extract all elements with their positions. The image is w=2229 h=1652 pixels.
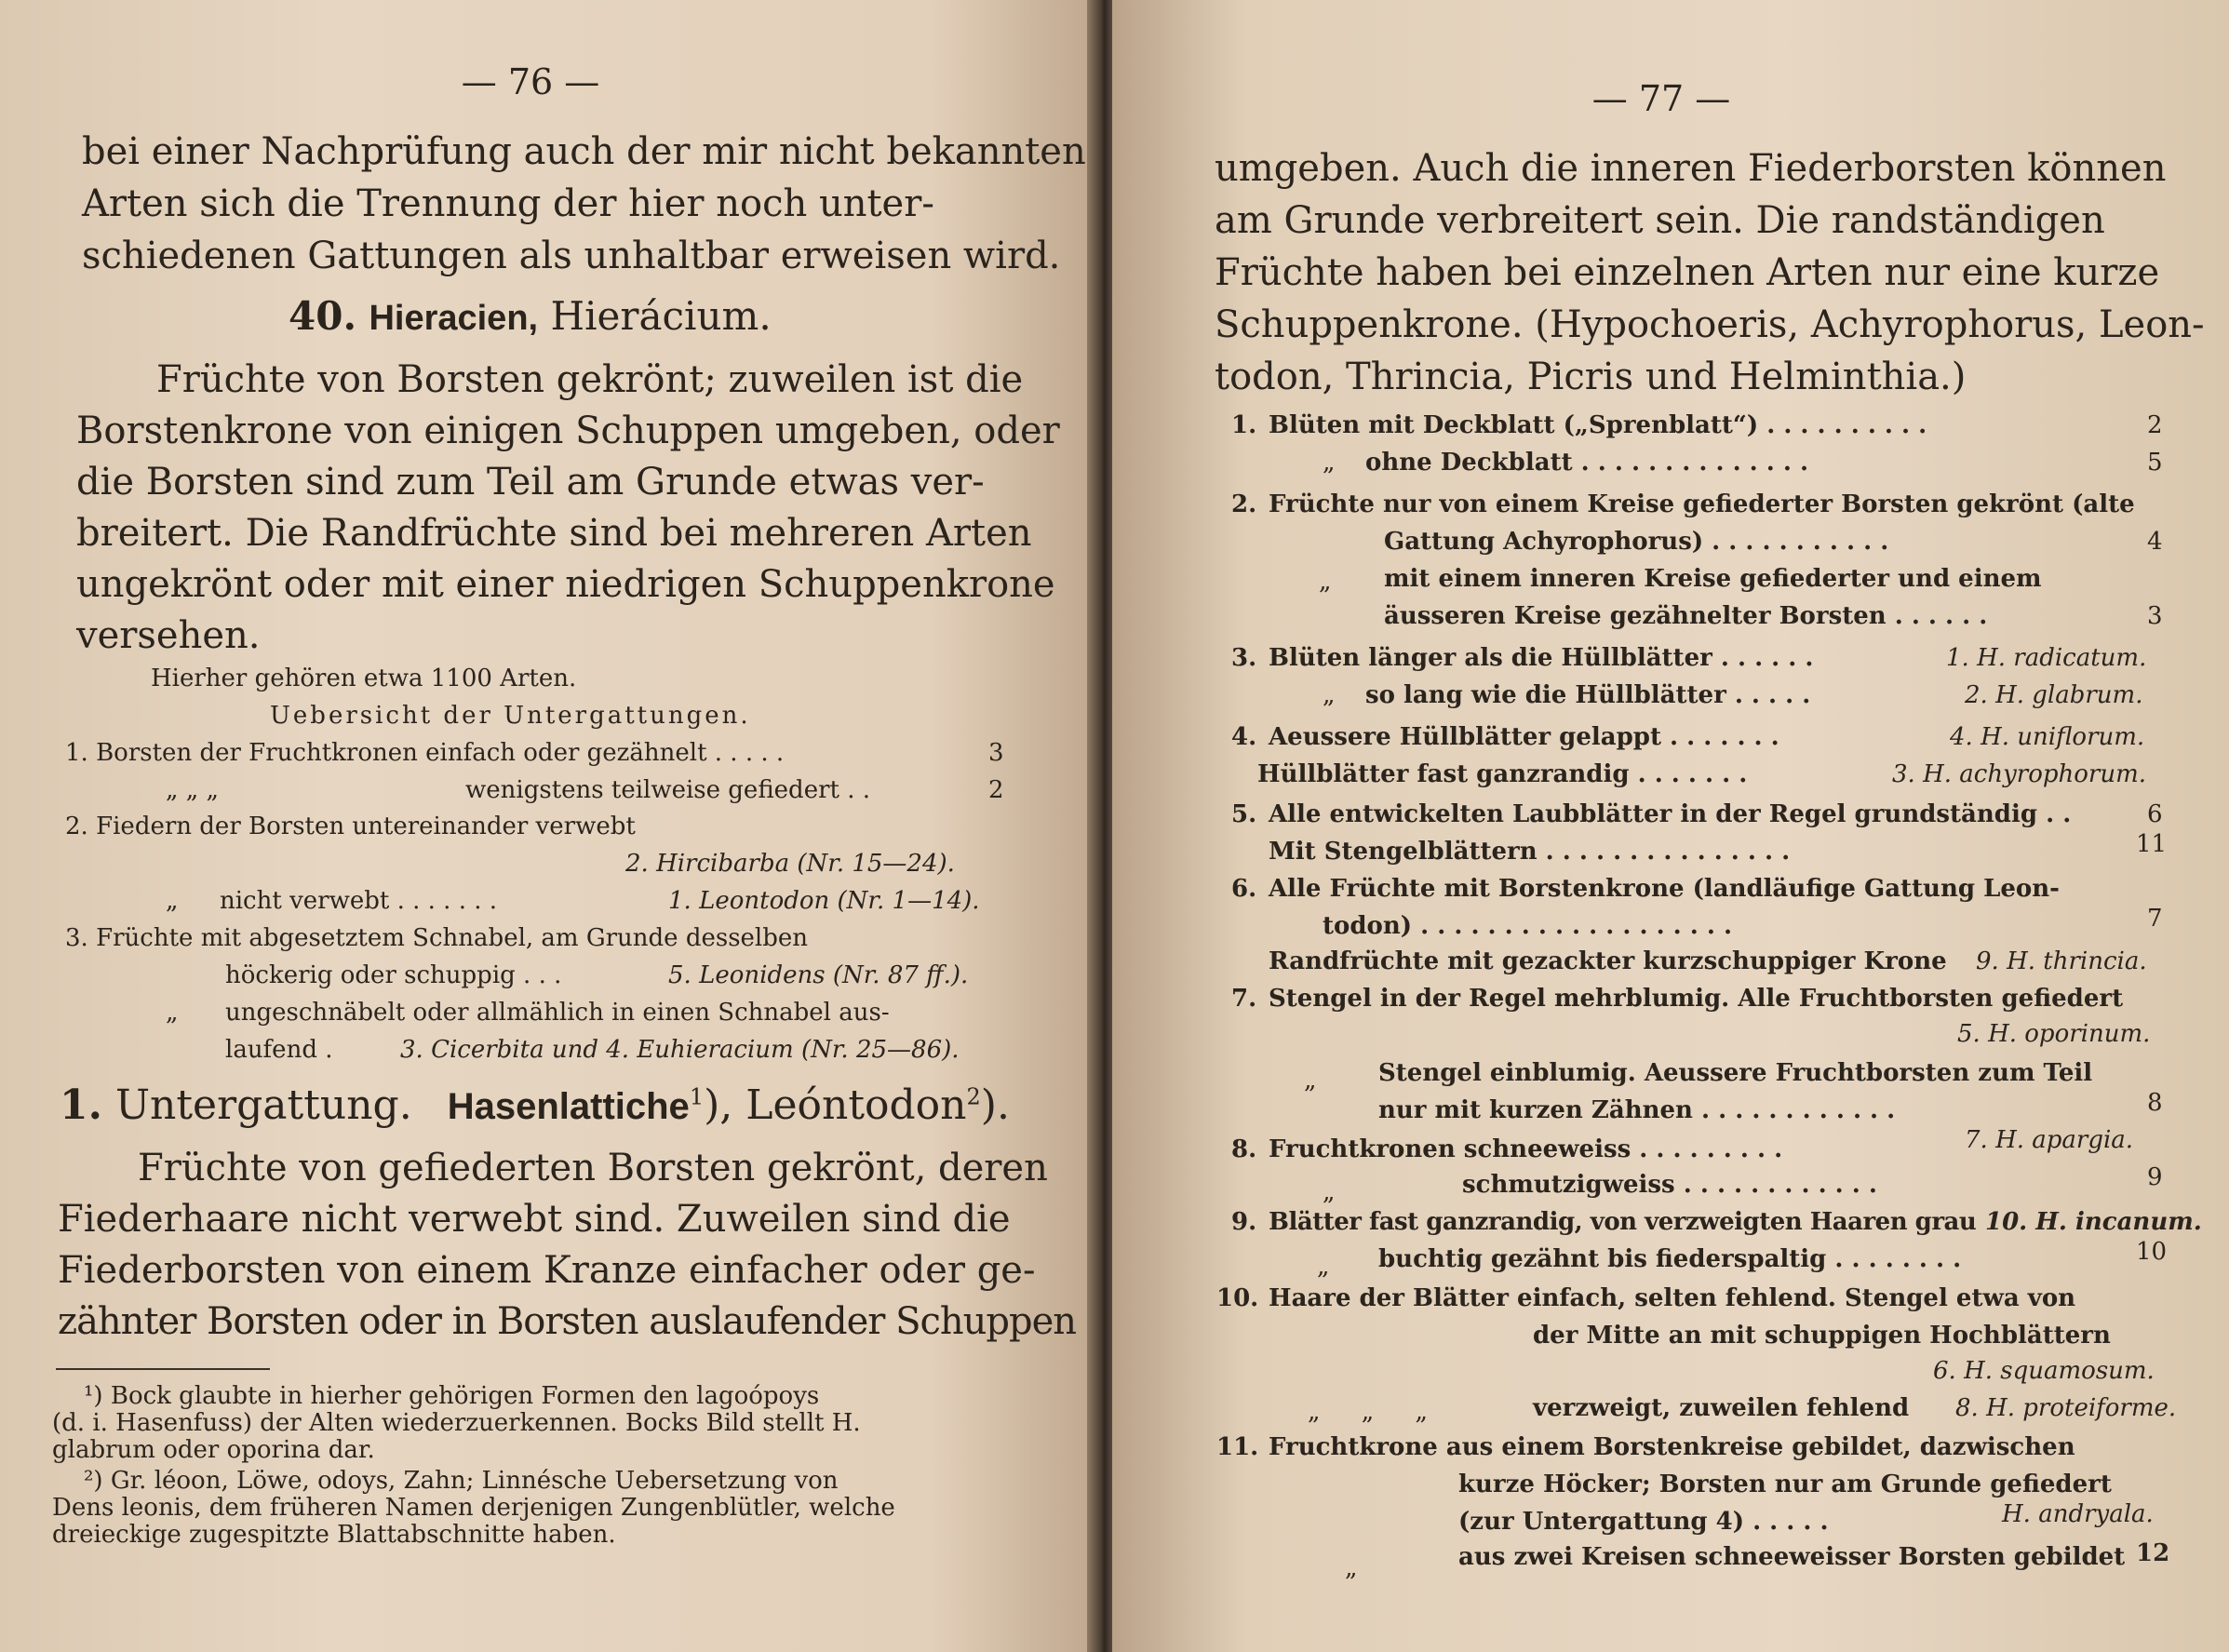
key-result: 2 — [988, 776, 1004, 804]
key-result: 10. H. incanum. — [1985, 1208, 2202, 1236]
footnote-line: ²) Gr. léoon, Löwe, odoys, Zahn; Linnésche Uebersetzung von — [84, 1467, 839, 1495]
key-result: 1. H. radicatum. — [1946, 644, 2147, 672]
key-result: 8. H. proteiforme. — [1955, 1394, 2177, 1422]
key-result: 3 — [2147, 602, 2163, 630]
left-page — [0, 0, 1094, 1652]
key-text: Fruchtkrone aus einem Borstenkreise gebildet, dazwischen — [1269, 1433, 2075, 1461]
key-result: 7. H. apargia. — [1965, 1126, 2134, 1154]
key-text: Gattung Achyrophorus) . . . . . . . . . . . — [1384, 528, 1889, 556]
key-result: 6. H. squamosum. — [1933, 1357, 2155, 1385]
key-text: nur mit kurzen Zähnen . . . . . . . . . . . . — [1378, 1096, 1896, 1124]
text-line: versehen. — [76, 614, 261, 657]
key-text: wenigstens teilweise gefiedert . . — [465, 776, 871, 804]
key-number: „ — [1323, 681, 1336, 709]
key-text: ohne Deckblatt . . . . . . . . . . . . . . — [1365, 449, 1809, 477]
text-line: Fiederborsten von einem Kranze einfacher oder ge- — [58, 1249, 1036, 1292]
key-result: 2. H. glabrum. — [1965, 681, 2143, 709]
key-text: Aeussere Hüllblätter gelappt . . . . . . . — [1269, 723, 1779, 751]
footnote-line: Dens leonis, dem früheren Namen derjenigen Zungenblütler, welche — [52, 1494, 895, 1522]
key-number: 6. — [1231, 875, 1257, 903]
text-line: todon, Thrincia, Picris und Helminthia.) — [1215, 356, 1967, 398]
key-text: Stengel einblumig. Aeussere Fruchtborsten zum Teil — [1378, 1059, 2093, 1087]
key-text: Fiedern der Borsten untereinander verwebt — [96, 813, 636, 840]
key-number: „ „ „ — [1308, 1398, 1444, 1426]
key-text: höckerig oder schuppig . . . — [225, 961, 562, 989]
key-result: 10 — [2136, 1238, 2168, 1266]
key-text: Alle Früchte mit Borstenkrone (landläufige Gattung Leon- — [1269, 875, 2060, 903]
key-text: Blätter fast ganzrandig, von verzweigten Haaren grau — [1269, 1208, 1977, 1236]
key-number: 2. — [65, 813, 88, 840]
key-number: 5. — [1231, 800, 1257, 828]
key-result: 5 — [2147, 449, 2163, 477]
key-text: Früchte nur von einem Kreise gefiederter Borsten gekrönt (alte — [1269, 490, 2135, 518]
key-result: 5. H. oporinum. — [1957, 1020, 2151, 1048]
key-result: 3. Cicerbita und 4. Euhieracium (Nr. 25—86). — [400, 1036, 960, 1064]
key-result: 3. H. achyrophorum. — [1892, 760, 2146, 788]
key-result: 2. Hircibarba (Nr. 15—24). — [625, 850, 955, 878]
key-number: 1. — [65, 739, 88, 767]
key-number: „ — [1323, 1178, 1336, 1206]
subgenus-name: Hasenlattiche — [447, 1086, 690, 1127]
key-text: Früchte mit abgesetztem Schnabel, am Grunde desselben — [96, 924, 809, 952]
key-text: mit einem inneren Kreise gefiederter und einem — [1384, 565, 2042, 593]
key-number: 7. — [1231, 985, 1257, 1013]
text-line: Früchte von gefiederten Borsten gekrönt, deren — [138, 1147, 1048, 1189]
footnote-line: (d. i. Hasenfuss) der Alten wiederzuerkennen. Bocks Bild stellt H. — [52, 1409, 861, 1437]
key-text: todon) . . . . . . . . . . . . . . . . . . . — [1323, 912, 1733, 940]
key-text: der Mitte an mit schuppigen Hochblättern — [1533, 1322, 2111, 1350]
key-text: Stengel in der Regel mehrblumig. Alle Fruchtborsten gefiedert — [1269, 985, 2124, 1013]
key-number: „ — [1323, 449, 1336, 477]
subgenus-label: Untergattung. — [114, 1081, 412, 1129]
page-number: — 77 — — [1591, 78, 1731, 119]
key-number: 3. — [65, 924, 88, 952]
key-text: so lang wie die Hüllblätter . . . . . — [1365, 681, 1811, 709]
text-line: schiedenen Gattungen als unhaltbar erweisen wird. — [82, 235, 1061, 277]
key-row — [65, 739, 784, 767]
section-heading — [289, 293, 772, 339]
text-line: die Borsten sind zum Teil am Grunde etwas ver- — [76, 461, 985, 504]
heading-number: 40. — [289, 293, 357, 339]
key-text: Haare der Blätter einfach, selten fehlend. Stengel etwa von — [1269, 1284, 2076, 1312]
key-text: ungeschnäbelt oder allmählich in einen Schnabel aus- — [225, 999, 890, 1027]
key-number: „ — [1319, 568, 1332, 596]
key-number: 1. — [1231, 411, 1257, 439]
key-result: 9 — [2147, 1163, 2163, 1191]
text-line: Borstenkrone von einigen Schuppen umgeben, oder — [76, 410, 1060, 452]
key-result: H. andryala. — [2002, 1500, 2154, 1528]
key-result: 2 — [2147, 411, 2163, 439]
text-line: Früchte von Borsten gekrönt; zuweilen ist die — [156, 358, 1024, 401]
key-result: 6 — [2147, 800, 2163, 828]
key-result: 12 — [2136, 1539, 2170, 1567]
key-number: 9. — [1231, 1208, 1257, 1236]
key-result: 4 — [2147, 528, 2163, 556]
text-line: zähnter Borsten oder in Borsten auslaufender Schuppen — [58, 1300, 1077, 1343]
key-number: 3. — [1231, 644, 1257, 672]
key-result: 8 — [2147, 1089, 2163, 1117]
key-text: schmutzigweiss . . . . . . . . . . . . — [1462, 1171, 1877, 1199]
key-result: 1. Leontodon (Nr. 1—14). — [668, 887, 980, 915]
subgenus-heading: 1. Untergattung. Hasenlattiche$^1$), Leóntodon$^2$). — [60, 1081, 1010, 1129]
text-line: am Grunde verbreitert sein. Die randständigen — [1215, 199, 2105, 242]
text-line: umgeben. Auch die inneren Fiederborsten können — [1215, 147, 2167, 190]
key-number: „ „ „ — [166, 776, 219, 804]
key-number: 8. — [1231, 1135, 1257, 1163]
text-line: breitert. Die Randfrüchte sind bei mehreren Arten — [76, 512, 1032, 555]
key-result: 5. Leonidens (Nr. 87 ff.). — [668, 961, 969, 989]
key-result: 4. H. uniflorum. — [1950, 723, 2145, 751]
key-result: 11 — [2136, 830, 2168, 858]
key-result: 9. H. thrincia. — [1976, 947, 2147, 975]
footnote-divider — [56, 1368, 270, 1370]
key-text: Hüllblätter fast ganzrandig . . . . . . . — [1257, 760, 1748, 788]
footnote-ref[interactable]: 2 — [966, 1083, 981, 1110]
key-text: aus zwei Kreisen schneeweisser Borsten gebildet — [1458, 1543, 2126, 1571]
key-text: äusseren Kreise gezähnelter Borsten . . . . . . — [1384, 602, 1988, 630]
key-number: 11. — [1216, 1433, 1259, 1461]
key-number: 2. — [1231, 490, 1257, 518]
count-note: Hierher gehören etwa 1100 Arten. — [151, 665, 577, 692]
key-text: Blüten länger als die Hüllblätter . . . . . . — [1269, 644, 1814, 672]
key-row — [65, 924, 808, 952]
key-number: „ — [166, 999, 179, 1027]
footnote-line: glabrum oder oporina dar. — [52, 1436, 375, 1464]
footnote-ref[interactable]: 1 — [689, 1083, 705, 1110]
text-line: Früchte haben bei einzelnen Arten nur eine kurze — [1215, 251, 2160, 294]
key-title: Uebersicht der Untergattungen. — [270, 702, 751, 730]
key-text: laufend . — [225, 1036, 333, 1064]
footnote-line: dreieckige zugespitzte Blattabschnitte haben. — [52, 1521, 616, 1549]
page-number: — 76 — — [461, 61, 600, 102]
key-text: Mit Stengelblättern . . . . . . . . . . . . . . . — [1269, 838, 1791, 866]
text-line: Arten sich die Trennung der hier noch unter- — [82, 182, 934, 225]
heading-name: Hieracien, — [369, 299, 539, 338]
text-line: Fiederhaare nicht verwebt sind. Zuweilen sind die — [58, 1198, 1011, 1241]
subgenus-latin: Leóntodon — [745, 1081, 967, 1129]
key-text: kurze Höcker; Borsten nur am Grunde gefiedert — [1458, 1471, 2112, 1498]
key-text: Borsten der Fruchtkronen einfach oder gezähnelt . . . . . — [96, 739, 785, 767]
heading-latin: Hierácium. — [550, 293, 772, 339]
key-row — [65, 813, 636, 840]
key-result: 7 — [2147, 905, 2163, 933]
key-number: 10. — [1216, 1284, 1259, 1312]
key-number: „ — [166, 887, 179, 915]
key-result: 3 — [988, 739, 1004, 767]
key-number: 4. — [1231, 723, 1257, 751]
key-text: Blüten mit Deckblatt („Sprenblatt“) . . . . . . . . . . — [1269, 411, 1927, 439]
key-text: (zur Untergattung 4) . . . . . — [1458, 1508, 1829, 1536]
text-line: ungekrönt oder mit einer niedrigen Schuppenkrone — [76, 563, 1055, 606]
key-text: Alle entwickelten Laubblätter in der Regel grundständig . . — [1269, 800, 2072, 828]
text-line: bei einer Nachprüfung auch der mir nicht bekannten — [82, 130, 1086, 173]
right-page — [1112, 0, 2229, 1652]
key-number: „ — [1345, 1554, 1358, 1582]
key-number: „ — [1304, 1067, 1317, 1095]
text-line: Schuppenkrone. (Hypochoeris, Achyrophorus, Leon- — [1215, 303, 2205, 346]
footnote-line: ¹) Bock glaubte in hierher gehörigen Formen den lagoópoys — [84, 1382, 820, 1410]
key-number: „ — [1317, 1253, 1330, 1281]
key-text: Fruchtkronen schneeweiss . . . . . . . . . — [1269, 1135, 1783, 1163]
subgenus-number: 1. — [60, 1081, 102, 1129]
key-text: verzweigt, zuweilen fehlend — [1533, 1394, 1910, 1422]
key-text: Randfrüchte mit gezackter kurzschuppiger Krone — [1269, 947, 1947, 975]
key-text: nicht verwebt . . . . . . . — [220, 887, 498, 915]
key-text: buchtig gezähnt bis fiederspaltig . . . . . . . . — [1378, 1245, 1962, 1273]
